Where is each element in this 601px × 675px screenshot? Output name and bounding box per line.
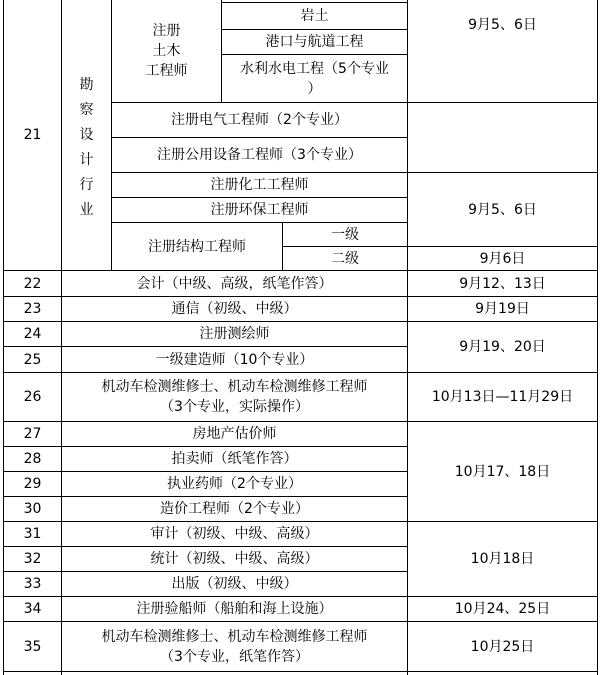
exam-item: 一级建造师（10个专业） [155,351,314,368]
exam-item: 房地产估价师 [192,426,277,442]
exam-item: 造价工程师（2个专业） [160,501,309,517]
row-number: 21 [23,127,42,143]
structural-level: 一级 [331,226,359,243]
civil-item: 水利水电工程（5个专业 ） [240,60,389,97]
civil-item: 岩土 [300,8,329,24]
row-number: 23 [23,301,42,317]
exam-date: 9月5、6日 [468,17,537,33]
exam-date: 9月6日 [479,250,526,267]
exam-item: 出版（初级、中级） [171,576,298,592]
grid-line [3,671,598,672]
exam-item: 拍卖师（纸笔作答） [171,451,298,467]
exam-date [408,103,597,172]
row-number: 33 [23,576,42,592]
exam-item: 注册化工工程师 [210,177,309,193]
exam-item: 注册验船师（船舶和海上设施） [136,601,333,617]
exam-item: 注册公用设备工程师（3个专业） [157,147,362,163]
civil-item: 港口与航道工程 [265,34,364,50]
structural-level: 二级 [331,250,359,267]
row-number: 28 [23,451,42,467]
exam-date: 10月17、18日 [454,463,551,480]
structural-engineer-label: 注册结构工程师 [148,238,246,255]
row-number: 34 [23,601,42,617]
exam-item: 审计（初级、中级、高级） [150,526,319,542]
exam-item: 注册电气工程师（2个专业） [171,112,348,128]
civil-engineer-label: 注册 土木 工程师 [145,23,188,79]
exam-item: 机动车检测维修士、机动车检测维修工程师 （3个专业，纸笔作答） [101,628,368,665]
exam-date: 10月18日 [470,551,535,567]
row-number: 35 [23,638,42,655]
exam-item: 注册环保工程师 [210,202,309,218]
exam-date: 10月24、25日 [454,601,551,617]
row-number: 26 [23,389,42,405]
row-number: 31 [23,526,42,542]
exam-item: 会计（中级、高级，纸笔作答） [136,275,333,292]
exam-date: 10月25日 [470,638,535,655]
row-number: 22 [23,275,42,292]
row-number: 32 [23,551,42,567]
exam-date: 9月19日 [475,301,530,317]
row-number: 24 [23,326,42,342]
exam-date: 10月13日—11月29日 [431,389,574,405]
exam-date: 9月19、20日 [459,339,546,355]
row-number: 25 [23,351,42,368]
exam-item: 机动车检测维修士、机动车检测维修工程师 （3个专业，实际操作） [101,379,368,415]
exam-date: 9月5、6日 [468,201,537,218]
row-number: 30 [23,501,42,517]
row-number: 27 [23,426,42,442]
exam-item: 统计（初级、中级、高级） [150,551,319,567]
exam-item: 通信（初级、中级） [171,301,298,317]
row-number: 29 [23,476,42,492]
exam-item: 执业药师（2个专业） [167,476,302,492]
exam-date: 9月12、13日 [459,275,546,292]
industry-label: 勘 察 设 计 行 业 [79,77,94,218]
exam-item: 注册测绘师 [199,326,270,342]
